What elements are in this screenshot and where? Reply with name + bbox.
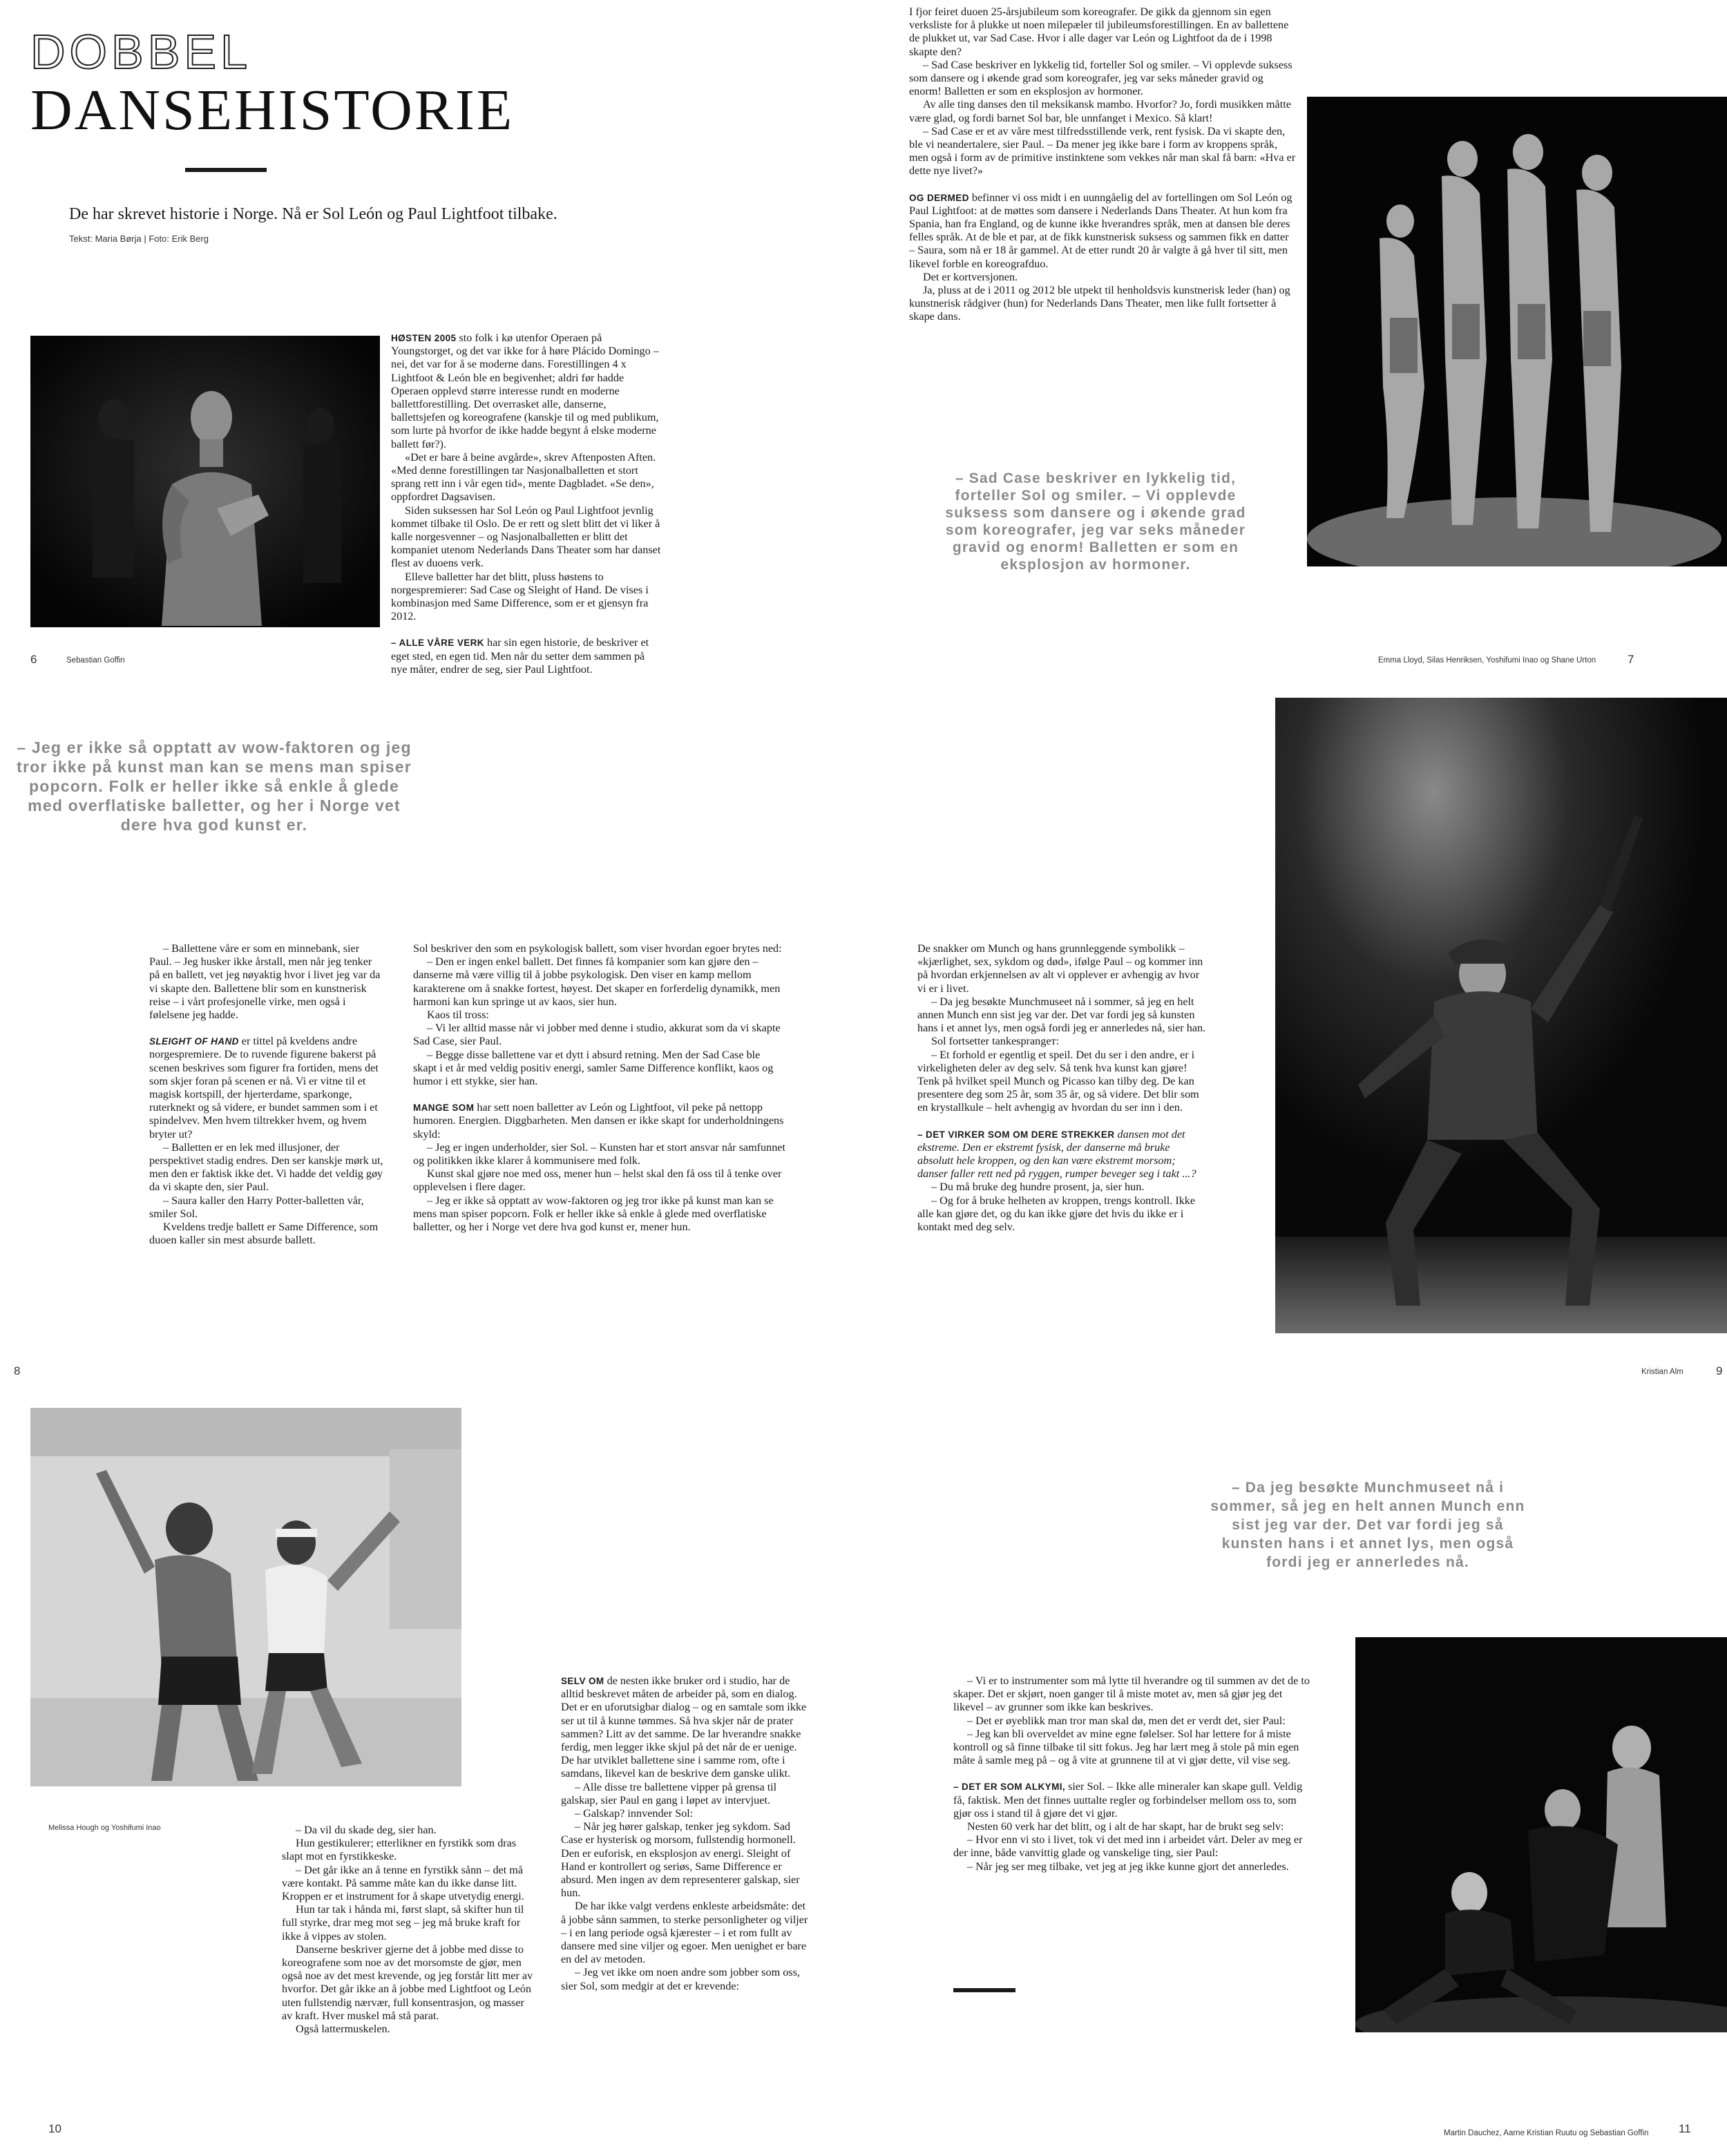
paragraph: I fjor feiret duoen 25-årsjubileum som koreografer. De gikk da gjennom sin egen verksliste for å plukke ut noen milepæler til jubileumsforestillingen. En av ballettene de plukket ut, var Sad Case. Hvor i alle dager var León og Lightfoot da de i 1998 skapte den? bbox=[909, 6, 1289, 58]
paragraph: Det er kortversjonen. bbox=[923, 270, 1018, 283]
title-line-1: DOBBEL bbox=[30, 25, 251, 79]
paragraph: – Sad Case beskriver en lykkelig tid, forteller Sol og smiler. – Vi opplevde suksess som dansere og i økende grad som koreografer, jeg var seks måneder gravid og enorm! Balletten er som en eksplosjon av hormoner. bbox=[909, 58, 1292, 98]
end-rule bbox=[953, 1988, 1015, 1992]
paragraph: sto folk i kø utenfor Operaen på Youngstorget, og det var ikke for å høre Plácido Domingo – nei, det var for å se moderne dans. Forestillingen 4 x Lightfoot & León ble en begivenhet; aldri før hadde Operaen opplevd større interesse rundt en moderne ballettforestilling. Det overrasket alle, danserne, ballettsjefen og koreografene (kanskje til og med publikum, som lurte på hvorfor de ikke hadde begynt å elske moderne ballett før?). bbox=[391, 332, 659, 450]
paragraph: har sin egen historie, de beskriver et eget sted, en egen tid. Men når du setter dem sammen på nye måter, endrer de seg, sier Paul Lightfoot. bbox=[391, 636, 649, 676]
photo-male-dancer bbox=[30, 336, 380, 627]
paragraph: Sol fortsetter tankesprangет: bbox=[931, 1035, 1060, 1048]
photo-soldier-dancer bbox=[1275, 698, 1727, 1333]
page-number: 6 bbox=[30, 653, 37, 666]
photo-studio-duo bbox=[30, 1408, 461, 1786]
paragraph: Av alle ting danses den til meksikansk mambo. Hvorfor? Jo, fordi musikken måtte være glad, og fordi barnet Sol bar, ble unnfanget i Mexico. Så klart! bbox=[909, 98, 1291, 124]
lead-in: MANGE SOM bbox=[413, 1103, 475, 1114]
paragraph: Sol beskriver den som en psykologisk ballett, som viser hvordan egoer brytes ned: bbox=[413, 942, 782, 955]
paragraph: – Saura kaller den Harry Potter-balletten vår, smiler Sol. bbox=[149, 1194, 364, 1220]
paragraph: – Når jeg hører galskap, tenker jeg sykdom. Sad Case er hysterisk og morsom, fullstendig hormonell. Den er euforisk, en eksplosjon av energi. Sleight of Hand er kontrollert og seriøs, Same Difference er absurd. Men ingen av dem representerer galskap, sier hun. bbox=[561, 1820, 800, 1900]
photo-group-dancers bbox=[1355, 1637, 1727, 2032]
paragraph: – Et forhold er egentlig et speil. Det du ser i den andre, er i virkeligheten deler av deg selv. Så tenk hva kunst kan gjøre! Tenk på hvilket speil Munch og Picasso kan tilby deg. De kan presentere deg som 25 år, som 35 år, og så videre. Det blir som en krystallkule – helt avhengig av hvordan du ser inn i den. bbox=[917, 1048, 1199, 1114]
article-column-6 bbox=[282, 1824, 537, 2036]
paragraph: Også lattermuskelen. bbox=[296, 2023, 390, 2036]
paragraph: – Vi er to instrumenter som må lytte til hverandre og til summen av det de to skaper. Det er skjørt, noen ganger til å miste motet av, men så gjør jeg det likevel – av grunner som ikke kan beskrives. bbox=[953, 1675, 1310, 1714]
paragraph: Danserne beskriver gjerne det å jobbe med disse to koreografene som noe av det morsomste de gjør, men også noe av det mest krevende, og jeg forstår litt mer av hvorfor. Det går ikke an å jobbe med Lightfoot og León uten fullstendig nærvær, full konsentrasjon, og masser av kraft. Hver muskel må stå parat. bbox=[282, 1943, 533, 2022]
paragraph: Kveldens tredje ballett er Same Difference, som duoen kaller sin mest absurde ballett. bbox=[149, 1221, 379, 1247]
pull-quote: – Da jeg besøkte Munchmuseet nå i sommer, så jeg en helt annen Munch enn sist jeg var der. Det var fordi jeg så kunsten hans i et annet lys, men også fordi jeg er annerledes nå. bbox=[1210, 1480, 1525, 1570]
page-number: 9 bbox=[1716, 1364, 1723, 1377]
article-column-2 bbox=[909, 6, 1296, 324]
paragraph: Elleve balletter har det blitt, pluss høstens to norgespremierer: Sad Case og Sleight of Hand. De vises i kombinasjon med Same Difference, som er et gjensyn fra 2012. bbox=[391, 570, 649, 623]
photo-credit: Emma Lloyd, Silas Henriksen, Yoshifumi Inao og Shane Urton bbox=[1378, 656, 1596, 665]
paragraph: er tittel på kveldens andre norgespremiere. De to ruvende figurene bakerst på scenen beskrives som figurer fra fortiden, mens det som skjer foran på scenen er nå. Vi er vitne til et magisk kortspill, der hjerterdame, sparkonge, ruterknekt og så videre, er bundet sammen som i et spindelvev. Men hvem tiltrekker hvem, og hvem bryter ut? bbox=[149, 1035, 379, 1141]
article-column-3 bbox=[149, 942, 384, 1247]
paragraph: – Alle disse tre ballettene vipper på grensa til galskap, sier Paul en gang i løpet av intervjuet. bbox=[561, 1780, 777, 1806]
paragraph: Hun tar tak i hånda mi, først slapt, så skifter hun til full styrke, drar meg mot seg – jeg må bruke kraft for ikke å vippes av stolen. bbox=[282, 1903, 524, 1943]
paragraph: – Du må bruke deg hundre prosent, ja, sier hun. bbox=[931, 1181, 1145, 1194]
paragraph: – Hvor enn vi sto i livet, tok vi det med inn i arbeidet vårt. Deler av meg er der inne, både vanvittig glade og vanskelige ting, sier Paul: bbox=[953, 1833, 1303, 1860]
photo-credit: Sebastian Goffin bbox=[66, 656, 125, 665]
lead-in: SELV OM bbox=[561, 1676, 604, 1686]
paragraph: – Vi ler alltid masse når vi jobber med denne i studio, akkurat som da vi skapte Sad Case, sier Paul. bbox=[413, 1022, 781, 1048]
pull-quote: – Sad Case beskriver en lykkelig tid, forteller Sol og smiler. – Vi opplevde suksess som dansere og i økende grad som koreografer, jeg var seks måneder gravid og enorm! Balletten er som en eksplosjon av hormoner. bbox=[945, 470, 1246, 573]
paragraph: Kaos til tross: bbox=[427, 1009, 489, 1022]
photo-four-dancers bbox=[1307, 97, 1727, 566]
title-rule bbox=[185, 168, 267, 172]
paragraph: – Sad Case er et av våre mest tilfredsstillende verk, rent fysisk. Da vi skapte den, ble vi neandertalere, sier Paul. – Da mener jeg ikke bare i form av kroppens språk, men også i form av de primitive instinktene som vekkes når man skal få barn: «Hva er dette nye livet?» bbox=[909, 124, 1296, 178]
lead-in: SLEIGHT OF HAND bbox=[149, 1036, 239, 1047]
paragraph: Siden suksessen har Sol León og Paul Lightfoot jevnlig kommet tilbake til Oslo. De er rett og slett blitt det vi liker å kalle norgesvenner – og Nasjonalballetten er blitt det kompaniet utenom Nederlands Dans Theater som har danset flest av duoens verk. bbox=[391, 504, 661, 570]
page-title: DANSEHISTORIE bbox=[30, 78, 515, 142]
pull-quote: – Jeg er ikke så opptatt av wow-faktoren og jeg tror ikke på kunst man kan se mens man spiser popcorn. Folk er heller ikke så enkle å glede med overflatiske balletter, og her i Norge vet dere hva god kunst er. bbox=[17, 738, 412, 834]
paragraph: – Når jeg ser meg tilbake, vet jeg at jeg ikke kunne gjort det annerledes. bbox=[967, 1860, 1289, 1873]
paragraph: – Galskap? innvender Sol: bbox=[575, 1807, 694, 1820]
paragraph: De snakker om Munch og hans grunnleggende symbolikk – «kjærlighet, sex, sykdom og død», ifølge Paul – og kommer inn på hvordan erkjennelsen av alt vi opplever er avhengig av hvor vi er i livet. bbox=[917, 942, 1203, 995]
paragraph: – Jeg vet ikke om noen andre som jobber som oss, sier Sol, som medgir at det er krevende: bbox=[561, 1966, 800, 1992]
deck: De har skrevet historie i Norge. Nå er Sol León og Paul Lightfoot tilbake. bbox=[69, 205, 557, 223]
lead-in: OG DERMED bbox=[909, 192, 969, 203]
photo-credit: Martin Dauchez, Aarne Kristian Ruutu og Sebastian Goffin bbox=[1444, 2129, 1649, 2137]
page-number: 8 bbox=[14, 1364, 21, 1377]
paragraph: – Det er øyeblikk man tror man skal dø, men det er verdt det, sier Paul: bbox=[967, 1714, 1286, 1727]
lead-in: – ALLE VÅRE VERK bbox=[391, 638, 484, 649]
paragraph: – Det går ikke an å tenne en fyrstikk sånn – det må være kontakt. På samme måte kan du ikke danse litt. Kroppen er et instrument for å skape utvetydig energi. bbox=[282, 1863, 524, 1903]
lead-in: HØSTEN 2005 bbox=[391, 333, 457, 343]
article-column-5 bbox=[917, 942, 1208, 1234]
article-column-4 bbox=[413, 942, 786, 1234]
article-column-8 bbox=[953, 1675, 1313, 1873]
paragraph: – Jeg er ikke så opptatt av wow-faktoren og jeg tror ikke på kunst man kan se mens man spiser popcorn. Folk er heller ikke så enkle å glede med overflatiske balletter, og her i Norge vet dere hva god kunst er, mener hun. bbox=[413, 1194, 774, 1234]
paragraph: dansen mot det ekstreme. Den er ekstremt fysisk, der danserne må bruke absolutt hele kroppen, og den kan være ekstremt morsom; danser faller rett ned på ryggen, rumper beveger seg i takt ...? bbox=[917, 1127, 1196, 1181]
paragraph: sier Sol. – Ikke alle mineraler kan skape gull. Veldig få, faktisk. Men det finnes uuttalte regler og forbindelser mellom oss to, som gjør oss i stand til å gjøre det vi gjør. bbox=[953, 1780, 1303, 1820]
page-number: 10 bbox=[48, 2122, 61, 2135]
paragraph: – Jeg kan bli overveldet av mine egne følelser. Sol har lettere for å miste kontroll og så finne tilbake til sitt fokus. Jeg har lært meg å stole på min egen måte å samle meg på – og å vite at grunnene til at vi gjør dette, vil vise seg. bbox=[953, 1727, 1299, 1767]
paragraph: befinner vi oss midt i en uunngåelig del av fortellingen om Sol León og Paul Lightfoot: at de møttes som dansere i Nederlands Dans Theater. At hun kom fra Spania, han fra England, og de kunne ikke hverandres språk, men at dansen ble deres felles språk. At de ble et par, at de fikk kunstnerisk suksess og sammen fikk en datter – Saura, som nå er 18 år gammel. At de etter rundt 20 år valgte å gå hver til sitt, men likevel forble en koreografduo. bbox=[909, 191, 1292, 270]
paragraph: – Jeg er ingen underholder, sier Sol. – Kunsten har et stort ansvar når samfunnet og politikken ikke klarer å kommunisere med folk. bbox=[413, 1141, 786, 1167]
paragraph: – Da vil du skade deg, sier han. bbox=[296, 1824, 437, 1836]
photo-caption: Melissa Hough og Yoshifumi Inao bbox=[48, 1824, 161, 1832]
paragraph: Ja, pluss at de i 2011 og 2012 ble utpekt til henholdsvis kunstnerisk leder (han) og kunstnerisk rådgiver (hun) for Nederlands Dans Theater, men like fullt fortsetter å skape dans. bbox=[909, 284, 1290, 323]
paragraph: – Begge disse ballettene var et dytt i absurd retning. Men der Sad Case ble skapt i et år med veldig positiv energi, samler Same Difference konflikt, kaos og humor i ett stykke, sier han. bbox=[413, 1048, 774, 1088]
lead-in: – DET VIRKER SOM OM DERE STREKKER bbox=[917, 1129, 1115, 1140]
page-number: 11 bbox=[1679, 2122, 1691, 2135]
photo-credit: Kristian Alm bbox=[1641, 1368, 1683, 1376]
paragraph: – Balletten er en lek med illusjoner, der perspektivet stadig endres. Den ser kanskje mørk ut, men den er faktisk ikke det. Vi hadde det veldig gøy da vi skapte den, sier Paul. bbox=[149, 1141, 383, 1194]
paragraph: Kunst skal gjøre noe med oss, mener hun – helst skal den få oss til å tenke over opplevelsen i flere dager. bbox=[413, 1167, 782, 1194]
paragraph: – Ballettene våre er som en minnebank, sier Paul. – Jeg husker ikke årstall, men når jeg tenker på en ballett, vet jeg nøyaktig hvor i livet jeg var da vi skapte den. Ballettene blir som en kunstnerisk reise – i vårt profesjonelle virke, men også i følelsene jeg hadde. bbox=[149, 942, 381, 1022]
paragraph: – Den er ingen enkel ballett. Det finnes få kompanier som kan gjøre den – danserne må være villig til å jobbe psykologisk. Den viser en kamp mellom karakterene om å snakke fortest, høyest. Det skaper en forferdelig dynamikk, men harmoni kan kun springe ut av kaos, sier hun. bbox=[413, 955, 781, 1008]
paragraph: – Og for å bruke helheten av kroppen, trengs kontroll. Ikke alle kan gjøre det, og du kan ikke gjøre det hvis du ikke er i kontakt med deg selv. bbox=[917, 1194, 1196, 1234]
paragraph: har sett noen balletter av León og Lightfoot, vil peke på nettopp humoren. Energien. Diggbarheten. Men dansen er ikke skapt for underholdningens skyld: bbox=[413, 1101, 784, 1141]
article-column-7 bbox=[561, 1675, 810, 1993]
article-column-1 bbox=[391, 332, 662, 676]
paragraph: «Det er bare å beine avgårde», skrev Aftenposten Aften. «Med denne forestillingen tar Nasjonalballetten et stort sprang rett inn i vår egen tid», mente Dagbladet. «Se den», oppfordret Dagsavisen. bbox=[391, 450, 656, 504]
lead-in: – DET ER SOM ALKYMI, bbox=[953, 1782, 1066, 1793]
paragraph: de nesten ikke bruker ord i studio, har de alltid beskrevet måten de arbeider på, som en dialog. Det er en uforutsigbar dialog – og en samtale som ikke ser ut til å kunne tømmes. Så hva skjer når de prater sammen? Litt av det samme. De lar hverandre snakke ferdig, men legger ikke skjul på det når de er uenige. De har utviklet ballettene sine i samme rom, ofte i samdans, likevel kan de beskrive dem ganske ulikt. bbox=[561, 1675, 807, 1780]
page-number: 7 bbox=[1628, 653, 1634, 666]
paragraph: Hun gestikulerer; etterlikner en fyrstikk som dras slapt mot en fyrstikkeske. bbox=[282, 1837, 517, 1863]
paragraph: De har ikke valgt verdens enkleste arbeidsmåte: det å jobbe sånn sammen, to sterke personligheter og viljer – i en lang periode også kjærester – i et rom fullt av dansere med sine viljer og egoer. Men uenighet er bare en del av metoden. bbox=[561, 1900, 808, 1966]
byline: Tekst: Maria Børja | Foto: Erik Berg bbox=[69, 233, 209, 244]
paragraph: Nesten 60 verk har det blitt, og i alt de har skapt, har de brukt seg selv: bbox=[967, 1820, 1284, 1833]
paragraph: – Da jeg besøkte Munchmuseet nå i sommer, så jeg en helt annen Munch enn sist jeg var der. Det var fordi jeg så kunsten hans i et annet lys, men også fordi jeg er annerledes nå, sier han. bbox=[917, 995, 1206, 1035]
